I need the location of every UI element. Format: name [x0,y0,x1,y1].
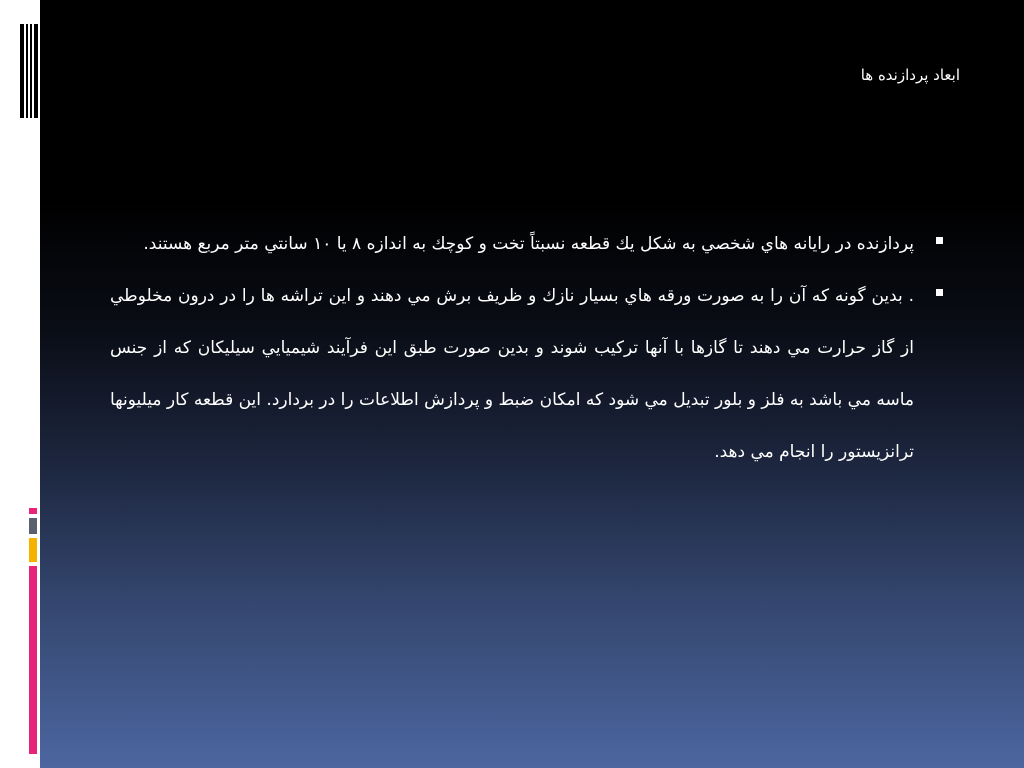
slide-title: ابعاد پردازنده ها [860,66,960,84]
square-bullet-icon [936,237,943,244]
bullet-item [110,270,930,478]
accent-bar-pink [29,508,37,514]
bullet-item [110,218,930,270]
bullet-text: . بدين گونه كه آن را به صورت ورقه هاي بسيار نازك و ظريف برش مي دهند و اين تراشه ها را در درون مخلوطي از گاز حرارت مي دهند تا گازها با آنها تركيب شوند و بدين صورت طبق اين فرآيند شيميايي سيليكان كه از جنس ماسه مي باشد به فلز و بلور تبديل مي شود كه امكان ضبط و پردازش اطلاعات را در بردارد. اين قطعه كار ميليونها ترانزيستور را انجام مي دهد. [110,286,914,462]
accent-bar-gray [29,518,37,534]
document-stack-icon [20,24,38,118]
left-sidebar-strip [0,0,40,768]
bullet-text: پردازنده در رايانه هاي شخصي به شكل يك قطعه نسبتاً تخت و كوچك به اندازه ۸ يا ۱۰ سانتي متر مربع هستند. [143,234,914,254]
accent-bar-yellow [29,538,37,562]
square-bullet-icon [936,289,943,296]
bullet-list [110,218,930,478]
accent-bar-pink-long [29,566,37,754]
